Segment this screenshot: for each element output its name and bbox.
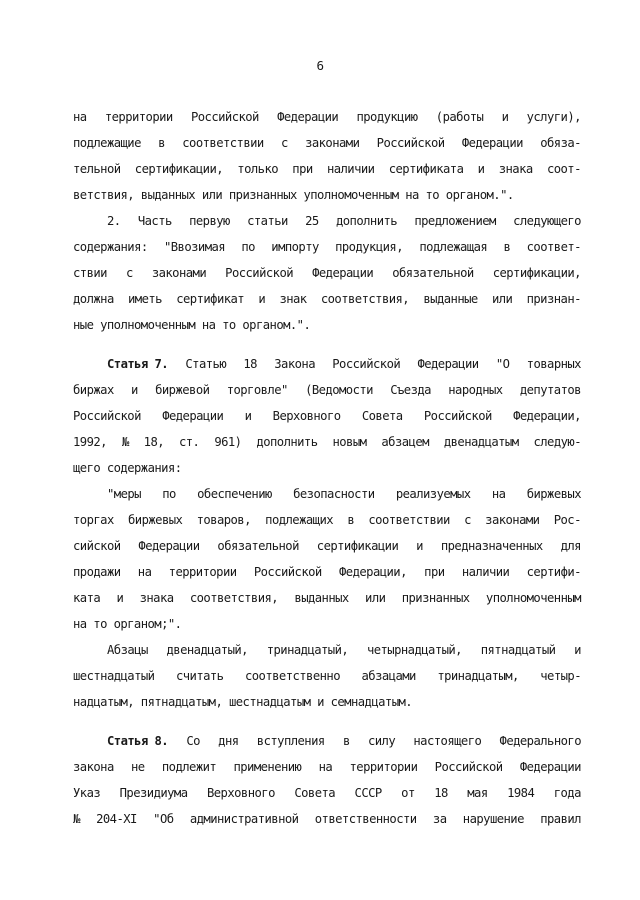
word: Федерального <box>499 734 581 748</box>
paragraph <box>73 481 581 637</box>
text-line <box>73 208 581 234</box>
text-line <box>73 286 581 312</box>
text-line <box>73 455 581 481</box>
word: настоящего <box>413 734 482 748</box>
word: (работы <box>435 110 484 124</box>
word: Верховного <box>206 786 275 800</box>
word: выданных <box>294 591 349 605</box>
word: дополнить <box>256 435 318 449</box>
word: при <box>424 565 445 579</box>
word: Российской <box>190 110 259 124</box>
word: то <box>93 617 107 631</box>
word: СССР <box>354 786 382 800</box>
word: в <box>503 240 511 254</box>
word: товарных <box>526 357 581 371</box>
text-line <box>73 312 581 338</box>
word: Федерации <box>461 136 523 150</box>
word: и <box>116 591 124 605</box>
text-line <box>73 130 581 156</box>
word: законами <box>485 513 540 527</box>
word: подлежит <box>161 760 217 774</box>
word: иметь <box>128 292 162 306</box>
word: органом.". <box>242 318 311 332</box>
word: Российской <box>423 409 492 423</box>
word: с <box>125 266 133 280</box>
word: силу <box>367 734 396 748</box>
word: Российской <box>332 357 401 371</box>
word: на <box>201 318 216 332</box>
word: сертифи- <box>526 565 581 579</box>
word: не <box>131 760 145 774</box>
word: выданные <box>423 292 478 306</box>
word: только <box>237 162 279 176</box>
word: наличии <box>326 162 375 176</box>
word: на <box>318 760 333 774</box>
word: содержания: <box>106 461 182 475</box>
word: сийской <box>73 539 121 553</box>
word: Федерации <box>417 357 479 371</box>
word: 18 <box>434 786 448 800</box>
word: и <box>501 110 509 124</box>
word: Рос- <box>553 513 581 527</box>
word: "О <box>495 357 510 371</box>
word: и <box>131 383 138 397</box>
word: 25 <box>305 214 319 228</box>
word: биржевых <box>526 487 581 501</box>
word: территории <box>168 565 237 579</box>
word: соот- <box>546 162 581 176</box>
text-line <box>73 585 581 611</box>
text-line <box>73 754 581 780</box>
word: Федерации <box>277 110 339 124</box>
word: соответствия, <box>320 292 410 306</box>
document-body <box>73 104 581 832</box>
word: № <box>121 435 129 449</box>
word: соответственно <box>244 669 340 683</box>
word: признанных <box>401 591 470 605</box>
word: должна <box>73 292 114 306</box>
text-line <box>73 481 581 507</box>
word: биржевой <box>155 383 210 397</box>
word: Абзацы <box>107 643 148 657</box>
text-line <box>73 637 581 663</box>
word: выданных <box>140 188 196 202</box>
word: ные <box>73 318 94 332</box>
word: 18, <box>143 435 165 449</box>
word: сертификации, <box>492 266 581 280</box>
word: Федерации <box>162 409 224 423</box>
text-line <box>73 156 581 182</box>
word: шестнадцатый <box>73 669 155 683</box>
word: обеспечению <box>197 487 272 501</box>
word: соответствии <box>182 136 264 150</box>
word: товаров, <box>196 513 251 527</box>
text-line <box>73 377 581 403</box>
paragraph <box>73 728 581 832</box>
word: в <box>158 136 165 150</box>
word: территории <box>349 760 418 774</box>
word: Съезда <box>390 383 431 397</box>
word: ст. <box>178 435 200 449</box>
word: безопасности <box>293 487 375 501</box>
word: Президиума <box>119 786 188 800</box>
word: и <box>317 695 324 709</box>
word: подлежащие <box>73 136 141 150</box>
word: Верховного <box>272 409 341 423</box>
word: услуги), <box>526 110 581 124</box>
word: подлежащих <box>265 513 334 527</box>
word: на <box>73 617 87 631</box>
paragraph <box>73 208 581 338</box>
word: и <box>258 292 266 306</box>
word: знак <box>279 292 307 306</box>
word: на <box>405 188 419 202</box>
word: мая <box>467 786 488 800</box>
text-line <box>73 507 581 533</box>
word: территории <box>104 110 173 124</box>
word: депутатов <box>519 383 581 397</box>
word: 1984 <box>507 786 535 800</box>
text-line <box>73 689 581 715</box>
word: торгах <box>73 513 114 527</box>
word: органом;". <box>113 617 182 631</box>
word: щего <box>73 461 101 475</box>
word: абзацами <box>361 669 416 683</box>
text-line <box>73 663 581 689</box>
word: 2. <box>107 214 121 228</box>
word: надцатым, <box>73 695 135 709</box>
word: или <box>491 292 513 306</box>
word: административной <box>189 812 299 826</box>
word: реализуемых <box>395 487 471 501</box>
word: Российской <box>73 409 141 423</box>
word: то <box>425 188 440 202</box>
word: и <box>244 409 252 423</box>
word: Закона <box>274 357 315 371</box>
word: статьи <box>247 214 288 228</box>
word: Указ <box>73 786 101 800</box>
text-line <box>73 403 581 429</box>
word: при <box>292 162 313 176</box>
word: торговле" <box>226 383 288 397</box>
word: или <box>365 591 386 605</box>
word: продукцию <box>356 110 418 124</box>
word: четырнадцатый, <box>366 643 462 657</box>
text-line <box>73 429 581 455</box>
word: знака <box>498 162 533 176</box>
word: Со <box>186 734 200 748</box>
word: органом.". <box>445 188 514 202</box>
word: или <box>201 188 223 202</box>
word: 204-XI <box>96 812 137 826</box>
word: с <box>280 136 288 150</box>
word: предназначенных <box>440 539 543 553</box>
word: Российской <box>434 760 503 774</box>
word: то <box>222 318 236 332</box>
paragraph <box>73 104 581 208</box>
text-line <box>73 559 581 585</box>
word: закона <box>73 760 114 774</box>
section-gap <box>73 715 581 728</box>
word: Совета <box>294 786 336 800</box>
word: подлежащая <box>419 240 488 254</box>
word: Российской <box>225 266 294 280</box>
word: признан- <box>526 292 581 306</box>
word: уполномоченным <box>303 188 399 202</box>
word: "меры <box>107 487 141 501</box>
word: продажи <box>73 565 121 579</box>
word: обязательной <box>217 539 299 553</box>
word: за <box>432 812 447 826</box>
section-gap <box>73 338 581 351</box>
text-line <box>73 533 581 559</box>
word: в <box>342 734 350 748</box>
word: нарушение <box>462 812 524 826</box>
page-number: 6 <box>316 58 324 73</box>
word: следующего <box>513 214 581 228</box>
word: тринадцатым, <box>437 669 519 683</box>
text-line <box>73 234 581 260</box>
word: для <box>560 539 581 553</box>
word: шестнадцатым <box>228 695 311 709</box>
word: на <box>137 565 152 579</box>
word: биржевых <box>128 513 183 527</box>
word: на <box>73 110 87 124</box>
word: по <box>162 487 176 501</box>
word: новым <box>332 435 367 449</box>
text-line <box>73 182 581 208</box>
word: законами <box>305 136 360 150</box>
word: обяза- <box>540 136 581 150</box>
word: Совета <box>361 409 403 423</box>
word: сертификат <box>176 292 245 306</box>
word: (Ведомости <box>305 383 373 397</box>
word: уполномоченным <box>100 318 196 332</box>
word: биржах <box>73 383 114 397</box>
word: и <box>477 162 485 176</box>
word: тринадцатый, <box>266 643 349 657</box>
word: законами <box>151 266 207 280</box>
word: двенадцатый, <box>166 643 248 657</box>
word: следую- <box>533 435 581 449</box>
word: Российской <box>376 136 445 150</box>
word: соответствия, <box>189 591 279 605</box>
word: обязательной <box>392 266 474 280</box>
word: сертификации <box>316 539 399 553</box>
word: предложением <box>414 214 496 228</box>
word: Часть <box>137 214 172 228</box>
word: вступления <box>256 734 325 748</box>
word: ствии <box>73 266 107 280</box>
word: правил <box>540 812 581 826</box>
word: абзацем <box>381 435 429 449</box>
word: ответственности <box>314 812 417 826</box>
text-line <box>73 728 581 754</box>
word: 1992, <box>73 435 107 449</box>
word: уполномоченным <box>485 591 581 605</box>
word: в <box>347 513 355 527</box>
word: сертификации, <box>134 162 224 176</box>
word: народных <box>448 383 503 397</box>
word: содержания: <box>73 240 148 254</box>
word: Федерации <box>519 760 581 774</box>
word: считать <box>175 669 224 683</box>
word: от <box>401 786 415 800</box>
word: "Об <box>153 812 174 826</box>
word: Российской <box>253 565 322 579</box>
word: импорту <box>271 240 319 254</box>
text-line <box>73 806 581 832</box>
word: ката <box>73 591 101 605</box>
word: № <box>73 812 80 826</box>
word: двенадцатым <box>443 435 519 449</box>
text-line <box>73 351 581 377</box>
paragraph <box>73 637 581 715</box>
word: четыр- <box>540 669 581 683</box>
word: Статью <box>185 357 227 371</box>
word: Федерации, <box>339 565 407 579</box>
word: 961) <box>214 435 242 449</box>
word: "Ввозимая <box>163 240 226 254</box>
word: применению <box>233 760 302 774</box>
word: года <box>553 786 581 800</box>
word: и <box>574 643 581 657</box>
text-line <box>73 104 581 130</box>
article-heading: Статья 7. <box>107 357 169 371</box>
word: ветствия, <box>73 188 135 202</box>
word: на <box>491 487 506 501</box>
word: признанных <box>228 188 297 202</box>
word: пятнадцатый <box>480 643 556 657</box>
word: дополнить <box>335 214 398 228</box>
word: Федерации <box>312 266 374 280</box>
word: семнадцатым. <box>330 695 413 709</box>
word: с <box>464 513 471 527</box>
word: дня <box>218 734 239 748</box>
word: соответ- <box>526 240 581 254</box>
word: первую <box>189 214 230 228</box>
article-heading: Статья 8. <box>107 734 169 748</box>
text-line <box>73 611 581 637</box>
word: 18 <box>243 357 257 371</box>
word: пятнадцатым, <box>140 695 223 709</box>
word: знака <box>139 591 174 605</box>
word: Федерации <box>138 539 200 553</box>
text-line <box>73 780 581 806</box>
word: тельной <box>73 162 121 176</box>
word: наличии <box>461 565 510 579</box>
text-line <box>73 260 581 286</box>
word: Федерации, <box>513 409 581 423</box>
word: и <box>416 539 423 553</box>
word: сертификата <box>388 162 464 176</box>
word: продукция, <box>335 240 403 254</box>
word: по <box>241 240 255 254</box>
paragraph <box>73 351 581 481</box>
word: соответствии <box>368 513 450 527</box>
